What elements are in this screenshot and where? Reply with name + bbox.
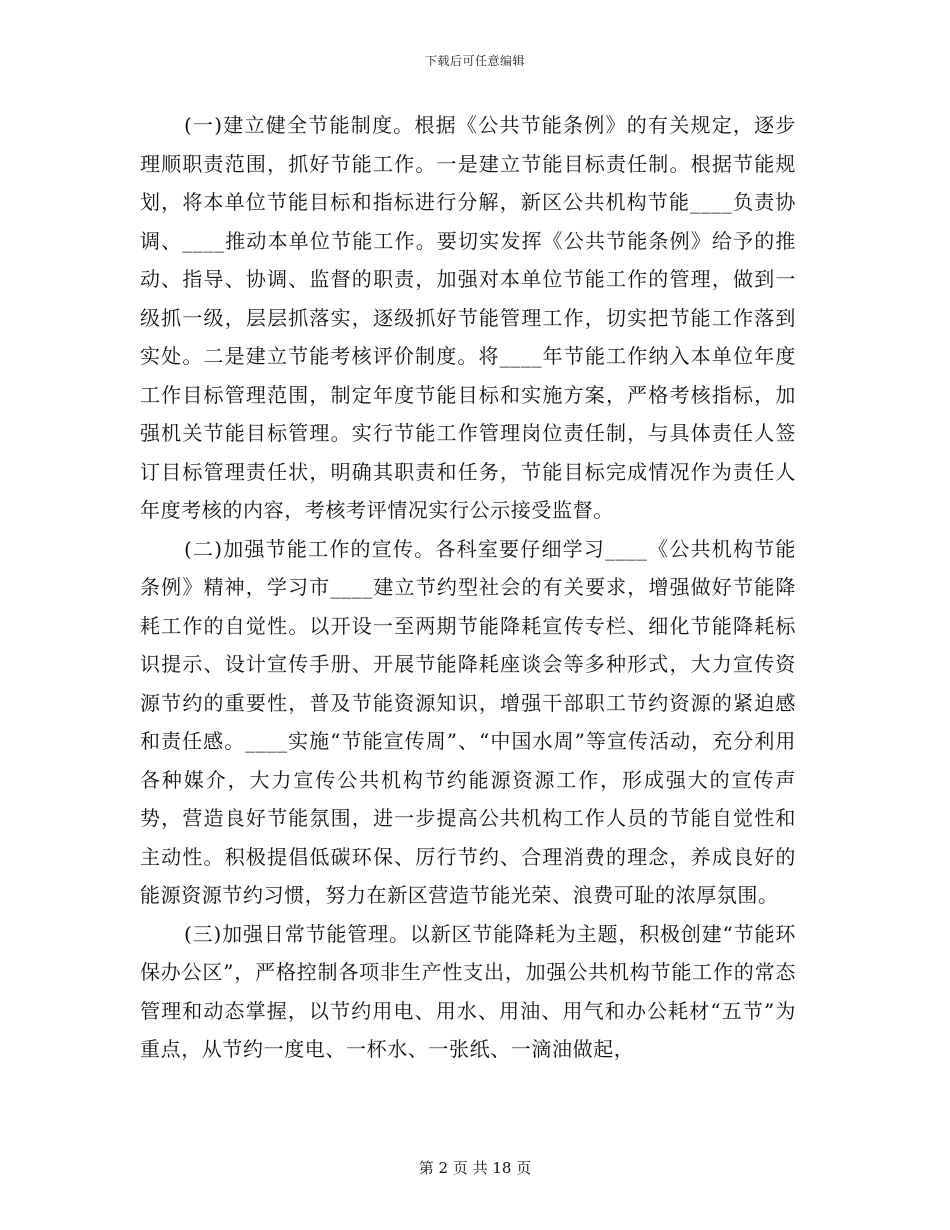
page-header: 下载后可任意编辑 [424,54,525,68]
document-body [140,106,796,1069]
paragraph-1: (一)建立健全节能制度。根据《公共节能条例》的有关规定，逐步理顺职责范围，抓好节能工作。一是建立节能目标责任制。根据节能规划，将本单位节能目标和指标进行分解，新区公共机构节能____负责协调、____推动本单位节能工作。要切实发挥《公共节能条例》给予的推动、指导、协调、监督的职责，加强对本单位节能工作的管理，做到一级抓一级，层层抓落实，逐级抓好节能管理工作，切实把节能工作落到实处。二是建立节能考核评价制度。将____年节能工作纳入本单位年度工作目标管理范围，制定年度节能目标和实施方案，严格考核指标，加强机关节能目标管理。实行节能工作管理岗位责任制，与具体责任人签订目标管理责任状，明确其职责和任务，节能目标完成情况作为责任人年度考核的内容，考核考评情况实行公示接受监督。 [140,113,796,522]
paragraph-2: (二)加强节能工作的宣传。各科室要仔细学习____《公共机构节能条例》精神，学习市____建立节约型社会的有关要求，增强做好节能降耗工作的自觉性。以开设一至两期节能降耗宣传专栏、细化节能降耗标识提示、设计宣传手册、开展节能降耗座谈会等多种形式，大力宣传资源节约的重要性，普及节能资源知识，增强干部职工节约资源的紧迫感和责任感。____实施“节能宣传周”、“中国水周”等宣传活动，充分利用各种媒介，大力宣传公共机构节约能源资源工作，形成强大的宣传声势，营造良好节能氛围，进一步提高公共机构工作人员的节能自觉性和主动性。积极提倡低碳环保、厉行节约、合理消费的理念，养成良好的能源资源节约习惯，努力在新区营造节能光荣、浪费可耻的浓厚氛围。 [140,536,796,907]
page-number-footer: 第 2 页 共 18 页 [418,1159,532,1177]
paragraph-3: (三)加强日常节能管理。以新区节能降耗为主题，积极创建“节能环保办公区”，严格控制各项非生产性支出，加强公共机构节能工作的常态管理和动态掌握，以节约用电、用水、用油、用气和办公耗材“五节”为重点，从节约一度电、一杯水、一张纸、一滴油做起， [140,921,796,1061]
